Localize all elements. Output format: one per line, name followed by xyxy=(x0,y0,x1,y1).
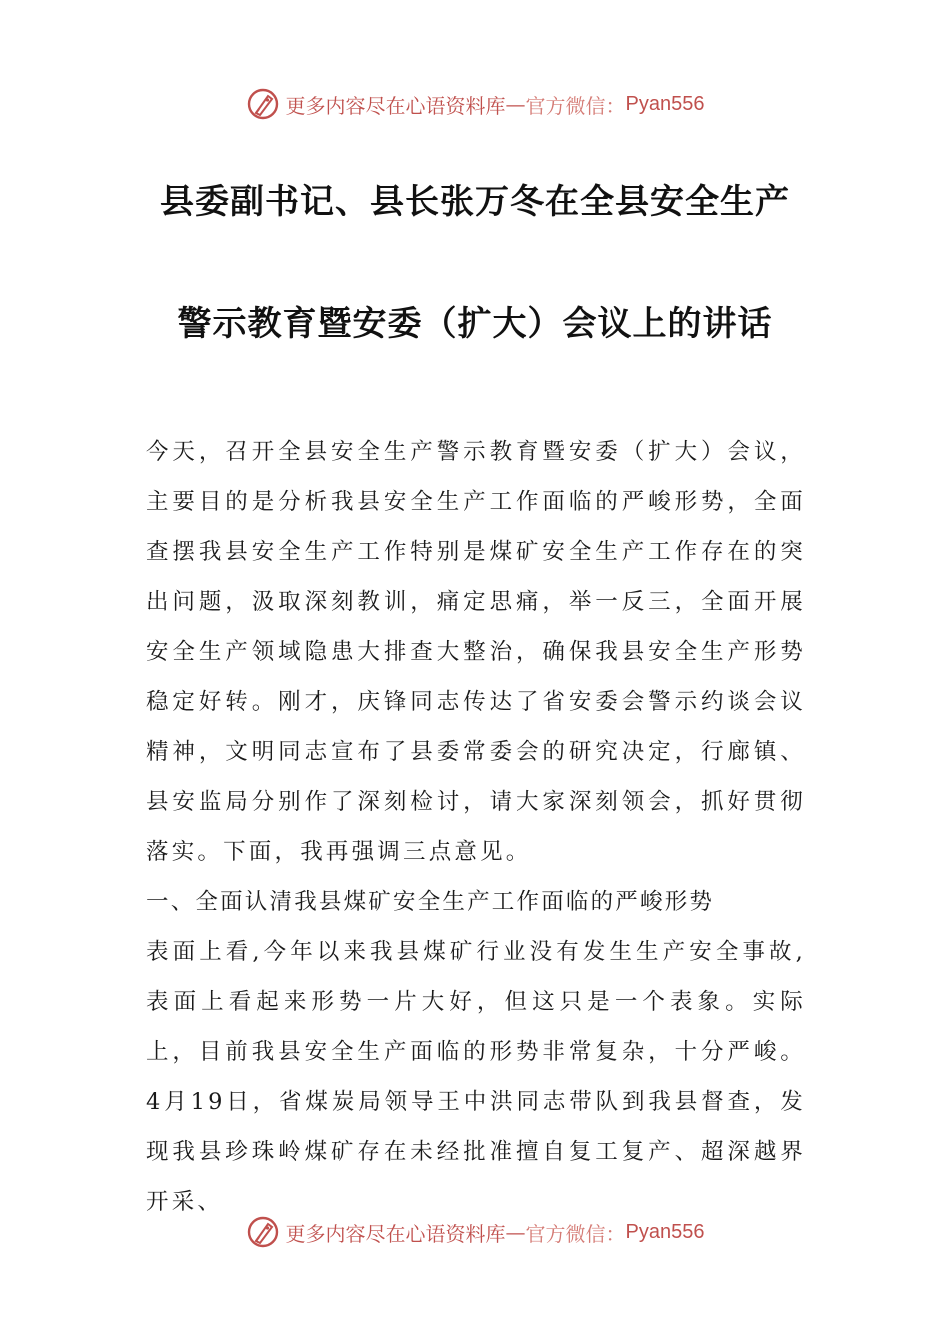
document-body xyxy=(146,427,806,1227)
watermark-text: 更多内容尽在心语资料库 xyxy=(285,1221,506,1246)
watermark-wechat-label: 官方微信： xyxy=(525,93,626,118)
pen-nib-logo-icon xyxy=(246,1215,280,1249)
pen-nib-logo-icon xyxy=(246,87,280,121)
section-paragraph: 表面上看,今年以来我县煤矿行业没有发生生产安全事故,表面上看起来形势一片大好，但这只是一个表象。实际上，目前我县安全生产面临的形势非常复杂，十分严峻。4月19日，省煤炭局领导王中洪同志带队到我县督查，发现我县珍珠岭煤矿存在未经批准擅自复工复产、超深越界开采、 xyxy=(146,939,806,1215)
intro-paragraph: 今天，召开全县安全生产警示教育暨安委（扩大）会议，主要目的是分析我县安全生产工作面临的严峻形势，全面查摆我县安全生产工作特别是煤矿安全生产工作存在的突出问题，汲取深刻教训，痛定思痛，举一反三，全面开展安全生产领域隐患大排查大整治，确保我县安全生产形势稳定好转。刚才，庆锋同志传达了省安委会警示约谈会议精神，文明同志宣布了县委常委会的研究决定，行廊镇、县安监局分别作了深刻检讨，请大家深刻领会，抓好贯彻落实。下面，我再强调三点意见。 xyxy=(146,439,806,865)
watermark-wechat-label: 官方微信： xyxy=(525,1221,626,1246)
watermark-wechat-id: Pyan556 xyxy=(625,1220,705,1243)
document-title-line-1: 县委副书记、县长张万冬在全县安全生产 xyxy=(160,182,790,222)
watermark-dash: — xyxy=(505,92,526,116)
watermark-wechat-id: Pyan556 xyxy=(625,92,705,115)
watermark-banner-bottom xyxy=(0,1212,950,1252)
watermark-dash: — xyxy=(505,1220,526,1244)
watermark-text: 更多内容尽在心语资料库 xyxy=(285,93,506,118)
document-title-line-2: 警示教育暨安委（扩大）会议上的讲话 xyxy=(177,304,773,344)
section-heading: 一、全面认清我县煤矿安全生产工作面临的严峻形势 xyxy=(146,889,715,915)
watermark-banner-top xyxy=(0,84,950,124)
